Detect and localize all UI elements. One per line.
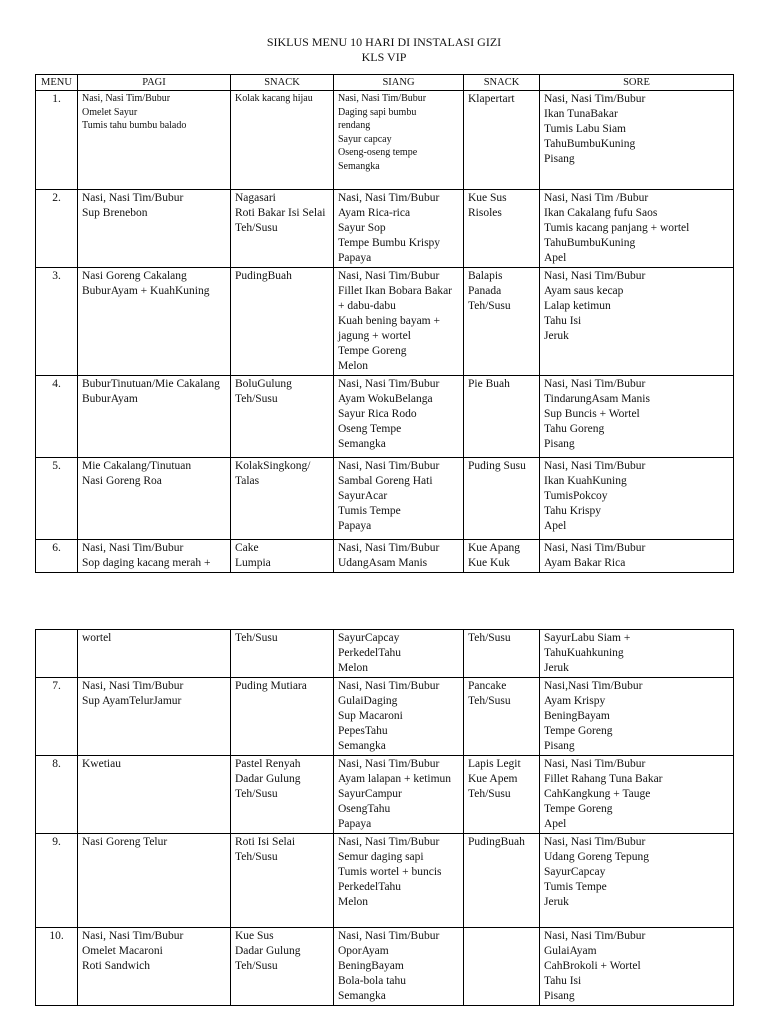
header-snack-afternoon: SNACK <box>464 75 540 91</box>
menu-item-text: Sop daging kacang merah + <box>82 557 211 569</box>
menu-item-text: Pisang <box>544 438 575 450</box>
cell-snack1 <box>231 928 334 1006</box>
cell-siang <box>334 458 464 540</box>
menu-item-text: Tumis kacang panjang + wortel <box>544 222 690 234</box>
cell-snack2 <box>464 928 540 1006</box>
table-row <box>36 834 734 928</box>
menu-item-text: Apel <box>544 520 567 532</box>
menu-item-text: Semangka <box>338 740 386 752</box>
menu-item-text: Ikan Cakalang fufu Saos <box>544 207 658 219</box>
menu-item-text: Jeruk <box>544 330 569 342</box>
cell-siang <box>334 678 464 756</box>
menu-item-text: Tahu Isi <box>544 315 582 327</box>
cell-snack1 <box>231 376 334 458</box>
menu-item-text: + dabu-dabu <box>338 300 396 312</box>
menu-item-text: Ayam Bakar Rica <box>544 557 626 569</box>
cell-menu: 3. <box>36 268 78 376</box>
menu-item-text: Nasi, Nasi Tim/Bubur <box>338 930 440 942</box>
menu-item-text: Tempe Goreng <box>338 345 407 357</box>
menu-table-page-1 <box>35 74 734 573</box>
menu-item-text: GulaiAyam <box>544 945 597 957</box>
menu-item-text: rendang <box>338 120 371 131</box>
menu-item-text: Teh/Susu <box>235 960 278 972</box>
cell-siang <box>334 834 464 928</box>
menu-item-text: Oseng Tempe <box>338 423 402 435</box>
menu-item-text: Tahu Goreng <box>544 423 605 435</box>
cell-pagi <box>78 268 231 376</box>
menu-item-text: wortel <box>82 632 112 644</box>
cell-siang <box>334 190 464 268</box>
cell-snack2 <box>464 190 540 268</box>
menu-item-text: Pancake <box>468 680 507 692</box>
menu-item-text: Nasi, Nasi Tim/Bubur <box>82 93 171 104</box>
menu-item-text: Nasi, Nasi Tim/Bubur <box>338 758 440 770</box>
menu-item-text: Sayur Rica Rodo <box>338 408 417 420</box>
menu-item-text: Pastel Renyah <box>235 758 301 770</box>
menu-item-text: BuburAyam <box>82 393 138 405</box>
menu-item-text: Tahu Krispy <box>544 505 602 517</box>
menu-item-text: Udang Goreng Tepung <box>544 851 650 863</box>
menu-item-text: Papaya <box>338 252 372 264</box>
cell-snack2 <box>464 540 540 573</box>
menu-item-text: Semangka <box>338 438 386 450</box>
menu-item-text: Tumis Tempe <box>544 881 607 893</box>
table-row <box>36 458 734 540</box>
menu-item-text: Teh/Susu <box>468 300 511 312</box>
menu-item-text: Ikan TunaBakar <box>544 108 618 120</box>
header-menu: MENU <box>36 75 78 91</box>
menu-item-text: Kue Apang <box>468 542 521 554</box>
cell-pagi <box>78 834 231 928</box>
menu-item-text: Pisang <box>544 153 575 165</box>
table-row <box>36 268 734 376</box>
menu-item-text: SayurCapcay <box>338 632 400 644</box>
document-title: SIKLUS MENU 10 HARI DI INSTALASI GIZI <box>266 35 502 49</box>
table-row <box>36 630 734 678</box>
menu-item-text: Daging sapi bumbu <box>338 106 417 118</box>
menu-item-text: OsengTahu <box>338 803 391 815</box>
cell-sore <box>540 630 734 678</box>
cell-snack2 <box>464 678 540 756</box>
menu-item-text: Apel <box>544 252 567 264</box>
cell-snack1 <box>231 756 334 834</box>
menu-item-text: CahKangkung + Tauge <box>544 788 651 800</box>
menu-item-text: Puding Susu <box>468 460 526 472</box>
menu-item-text: Pisang <box>544 990 575 1002</box>
menu-item-text: Nagasari <box>235 192 276 204</box>
cell-menu: 7. <box>36 678 78 756</box>
menu-item-text: OporAyam <box>338 945 389 957</box>
menu-item-text: Talas <box>235 475 260 487</box>
menu-item-text: PerkedelTahu <box>338 881 402 893</box>
cell-snack2 <box>464 91 540 190</box>
menu-item-text: Jeruk <box>544 896 569 908</box>
menu-item-text: SayurCapcay <box>544 866 606 878</box>
table-header-row <box>36 75 734 91</box>
cell-snack2 <box>464 376 540 458</box>
table-row <box>36 756 734 834</box>
menu-item-text: Apel <box>544 818 567 830</box>
cell-pagi <box>78 190 231 268</box>
cell-sore <box>540 678 734 756</box>
cell-siang <box>334 91 464 190</box>
menu-item-text: Nasi, Nasi Tim/Bubur <box>544 542 646 554</box>
menu-item-text: Klapertart <box>468 93 515 105</box>
menu-item-text: Sup AyamTelurJamur <box>82 695 182 707</box>
menu-item-text: Teh/Susu <box>235 851 278 863</box>
cell-sore <box>540 540 734 573</box>
cell-pagi <box>78 540 231 573</box>
menu-item-text: Sambal Goreng Hati <box>338 475 433 487</box>
menu-item-text: Nasi, Nasi Tim/Bubur <box>544 270 646 282</box>
header-siang: SIANG <box>334 75 464 91</box>
menu-item-text: Teh/Susu <box>235 393 278 405</box>
menu-item-text: Kue Kuk <box>468 557 510 569</box>
cell-snack1 <box>231 268 334 376</box>
cell-siang <box>334 928 464 1006</box>
menu-item-text: Nasi, Nasi Tim/Bubur <box>544 378 646 390</box>
menu-item-text: GulaiDaging <box>338 695 398 707</box>
menu-item-text: Papaya <box>338 520 372 532</box>
menu-item-text: UdangAsam Manis <box>338 557 428 569</box>
menu-item-text: TahuKuahkuning <box>544 647 624 659</box>
menu-item-text: Lapis Legit <box>468 758 521 770</box>
menu-item-text: Nasi, Nasi Tim/Bubur <box>544 93 646 105</box>
cell-menu: 2. <box>36 190 78 268</box>
menu-item-text: TahuBumbuKuning <box>544 237 636 249</box>
menu-item-text: Kue Sus <box>235 930 274 942</box>
menu-item-text: Nasi Goreng Telur <box>82 836 168 848</box>
table-row <box>36 540 734 573</box>
menu-item-text: Jeruk <box>544 662 569 674</box>
menu-item-text: Sup Brenebon <box>82 207 148 219</box>
cell-sore <box>540 190 734 268</box>
cell-pagi <box>78 458 231 540</box>
menu-item-text: Kwetiau <box>82 758 121 770</box>
menu-item-text: BoluGulung <box>235 378 292 390</box>
menu-item-text: Nasi Goreng Roa <box>82 475 162 487</box>
cell-siang <box>334 268 464 376</box>
menu-item-text: Tumis wortel + buncis <box>338 866 442 878</box>
cell-pagi <box>78 678 231 756</box>
cell-snack2 <box>464 458 540 540</box>
menu-item-text: Ayam saus kecap <box>544 285 624 297</box>
menu-item-text: Teh/Susu <box>468 632 511 644</box>
menu-item-text: SayurAcar <box>338 490 388 502</box>
menu-item-text: Cake <box>235 542 259 554</box>
menu-item-text: Nasi, Nasi Tim/Bubur <box>338 270 440 282</box>
cell-sore <box>540 928 734 1006</box>
cell-snack1 <box>231 190 334 268</box>
cell-pagi <box>78 91 231 190</box>
table-row <box>36 678 734 756</box>
header-pagi: PAGI <box>78 75 231 91</box>
cell-snack2 <box>464 756 540 834</box>
menu-table-page-2 <box>35 629 734 1006</box>
menu-item-text: PepesTahu <box>338 725 388 737</box>
menu-item-text: Melon <box>338 662 369 674</box>
menu-item-text: Kolak kacang hijau <box>235 93 313 104</box>
menu-item-text: Nasi, Nasi Tim/Bubur <box>338 542 440 554</box>
menu-item-text: Sup Macaroni <box>338 710 403 722</box>
menu-item-text: Nasi, Nasi Tim/Bubur <box>544 758 646 770</box>
menu-item-text: Dadar Gulung <box>235 945 301 957</box>
cell-snack2 <box>464 834 540 928</box>
menu-item-text: BeningBayam <box>544 710 610 722</box>
cell-sore <box>540 458 734 540</box>
menu-item-text: Nasi, Nasi Tim/Bubur <box>82 930 184 942</box>
menu-item-text: Roti Sandwich <box>82 960 151 972</box>
menu-item-text: Nasi,Nasi Tim/Bubur <box>544 680 643 692</box>
menu-item-text: TindarungAsam Manis <box>544 393 650 405</box>
cell-sore <box>540 756 734 834</box>
menu-item-text: Semangka <box>338 990 386 1002</box>
menu-item-text: Ayam Krispy <box>544 695 606 707</box>
menu-item-text: Roti Isi Selai <box>235 836 296 848</box>
menu-item-text: Sup Buncis + Wortel <box>544 408 640 420</box>
menu-item-text: Nasi, Nasi Tim/Bubur <box>82 680 184 692</box>
table-row <box>36 928 734 1006</box>
menu-item-text: PudingBuah <box>235 270 292 282</box>
cell-siang <box>334 630 464 678</box>
menu-item-text: BuburAyam + KuahKuning <box>82 285 210 297</box>
document-subtitle: KLS VIP <box>361 50 407 64</box>
menu-item-text: Lumpia <box>235 557 271 569</box>
menu-item-text: Nasi, Nasi Tim/Bubur <box>338 192 440 204</box>
menu-item-text: PerkedelTahu <box>338 647 402 659</box>
menu-item-text: Nasi, Nasi Tim/Bubur <box>338 460 440 472</box>
menu-item-text: Dadar Gulung <box>235 773 301 785</box>
menu-item-text: Ayam lalapan + ketimun <box>338 773 452 785</box>
menu-item-text: Nasi, Nasi Tim/Bubur <box>338 378 440 390</box>
header-snack-morning: SNACK <box>231 75 334 91</box>
cell-sore <box>540 834 734 928</box>
menu-item-text: Tahu Isi <box>544 975 582 987</box>
cell-menu: 10. <box>36 928 78 1006</box>
menu-item-text: Panada <box>468 285 502 297</box>
menu-item-text: BuburTinutuan/Mie Cakalang <box>82 378 220 390</box>
menu-item-text: Melon <box>338 360 369 372</box>
menu-item-text: BeningBayam <box>338 960 404 972</box>
menu-item-text: Mie Cakalang/Tinutuan <box>82 460 192 472</box>
cell-snack1 <box>231 630 334 678</box>
menu-item-text: Roti Bakar Isi Selai <box>235 207 326 219</box>
cell-snack1 <box>231 834 334 928</box>
cell-pagi <box>78 756 231 834</box>
cell-snack2 <box>464 268 540 376</box>
menu-item-text: Teh/Susu <box>235 788 278 800</box>
menu-item-text: Nasi, Nasi Tim /Bubur <box>544 192 649 204</box>
menu-item-text: Oseng-oseng tempe <box>338 147 418 158</box>
menu-item-text: Fillet Ikan Bobara Bakar <box>338 285 453 297</box>
cell-sore <box>540 268 734 376</box>
menu-item-text: Tempe Goreng <box>544 725 613 737</box>
menu-item-text: Kue Sus <box>468 192 507 204</box>
cell-menu: 8. <box>36 756 78 834</box>
menu-item-text: Semangka <box>338 160 380 172</box>
menu-item-text: CahBrokoli + Wortel <box>544 960 641 972</box>
menu-item-text: Teh/Susu <box>468 695 511 707</box>
menu-item-text: Nasi, Nasi Tim/Bubur <box>82 192 184 204</box>
cell-sore <box>540 376 734 458</box>
menu-item-text: Nasi, Nasi Tim/Bubur <box>338 680 440 692</box>
cell-menu: 9. <box>36 834 78 928</box>
cell-snack1 <box>231 458 334 540</box>
cell-snack1 <box>231 91 334 190</box>
menu-item-text: Ayam WokuBelanga <box>338 393 433 405</box>
menu-item-text: Kuah bening bayam + <box>338 315 440 327</box>
cell-pagi <box>78 376 231 458</box>
menu-item-text: Omelet Sayur <box>82 106 138 118</box>
cell-menu: 6. <box>36 540 78 573</box>
menu-item-text: Ayam Rica-rica <box>338 207 411 219</box>
menu-item-text: Nasi Goreng Cakalang <box>82 270 187 282</box>
menu-item-text: Nasi, Nasi Tim/Bubur <box>544 460 646 472</box>
cell-siang <box>334 376 464 458</box>
menu-item-text: Nasi, Nasi Tim/Bubur <box>338 93 427 104</box>
table-row <box>36 190 734 268</box>
menu-item-text: jagung + wortel <box>338 330 411 342</box>
menu-item-text: SayurLabu Siam + <box>544 632 631 644</box>
menu-item-text: TumisPokcoy <box>544 490 608 502</box>
menu-item-text: TahuBumbuKuning <box>544 138 636 150</box>
menu-item-text: Kue Apem <box>468 773 518 785</box>
menu-item-text: Tumis Labu Siam <box>544 123 627 135</box>
menu-item-text: Sayur Sop <box>338 222 386 234</box>
cell-menu: 4. <box>36 376 78 458</box>
menu-item-text: Semur daging sapi <box>338 851 424 863</box>
menu-item-text: Melon <box>338 896 369 908</box>
menu-item-text: Teh/Susu <box>235 632 278 644</box>
cell-siang <box>334 540 464 573</box>
menu-item-text: Puding Mutiara <box>235 680 307 692</box>
menu-item-text: Pie Buah <box>468 378 510 390</box>
menu-item-text: SayurCampur <box>338 788 402 800</box>
menu-item-text: Fillet Rahang Tuna Bakar <box>544 773 663 785</box>
menu-item-text: Tempe Bumbu Krispy <box>338 237 441 249</box>
cell-menu <box>36 630 78 678</box>
cell-snack1 <box>231 678 334 756</box>
cell-pagi <box>78 928 231 1006</box>
cell-menu: 1. <box>36 91 78 190</box>
cell-pagi <box>78 630 231 678</box>
menu-item-text: Nasi, Nasi Tim/Bubur <box>338 836 440 848</box>
menu-item-text: Risoles <box>468 207 502 219</box>
menu-item-text: Tumis tahu bumbu balado <box>82 120 187 131</box>
menu-item-text: Ikan KuahKuning <box>544 475 627 487</box>
menu-item-text: Lalap ketimun <box>544 300 611 312</box>
cell-snack1 <box>231 540 334 573</box>
menu-item-text: Sayur capcay <box>338 133 392 145</box>
cell-menu: 5. <box>36 458 78 540</box>
cell-siang <box>334 756 464 834</box>
menu-item-text: Nasi, Nasi Tim/Bubur <box>544 836 646 848</box>
menu-item-text: PudingBuah <box>468 836 525 848</box>
menu-item-text: Bola-bola tahu <box>338 975 407 987</box>
table-row <box>36 376 734 458</box>
menu-item-text: Tempe Goreng <box>544 803 613 815</box>
menu-item-text: Pisang <box>544 740 575 752</box>
menu-item-text: Papaya <box>338 818 372 830</box>
table-row <box>36 91 734 190</box>
menu-item-text: Omelet Macaroni <box>82 945 163 957</box>
menu-item-text: Tumis Tempe <box>338 505 401 517</box>
menu-item-text: KolakSingkong/ <box>235 460 311 472</box>
menu-item-text: Teh/Susu <box>235 222 278 234</box>
header-sore: SORE <box>540 75 734 91</box>
menu-item-text: Nasi, Nasi Tim/Bubur <box>544 930 646 942</box>
menu-item-text: Teh/Susu <box>468 788 511 800</box>
menu-item-text: Balapis <box>468 270 503 282</box>
cell-sore <box>540 91 734 190</box>
cell-snack2 <box>464 630 540 678</box>
menu-item-text: Nasi, Nasi Tim/Bubur <box>82 542 184 554</box>
